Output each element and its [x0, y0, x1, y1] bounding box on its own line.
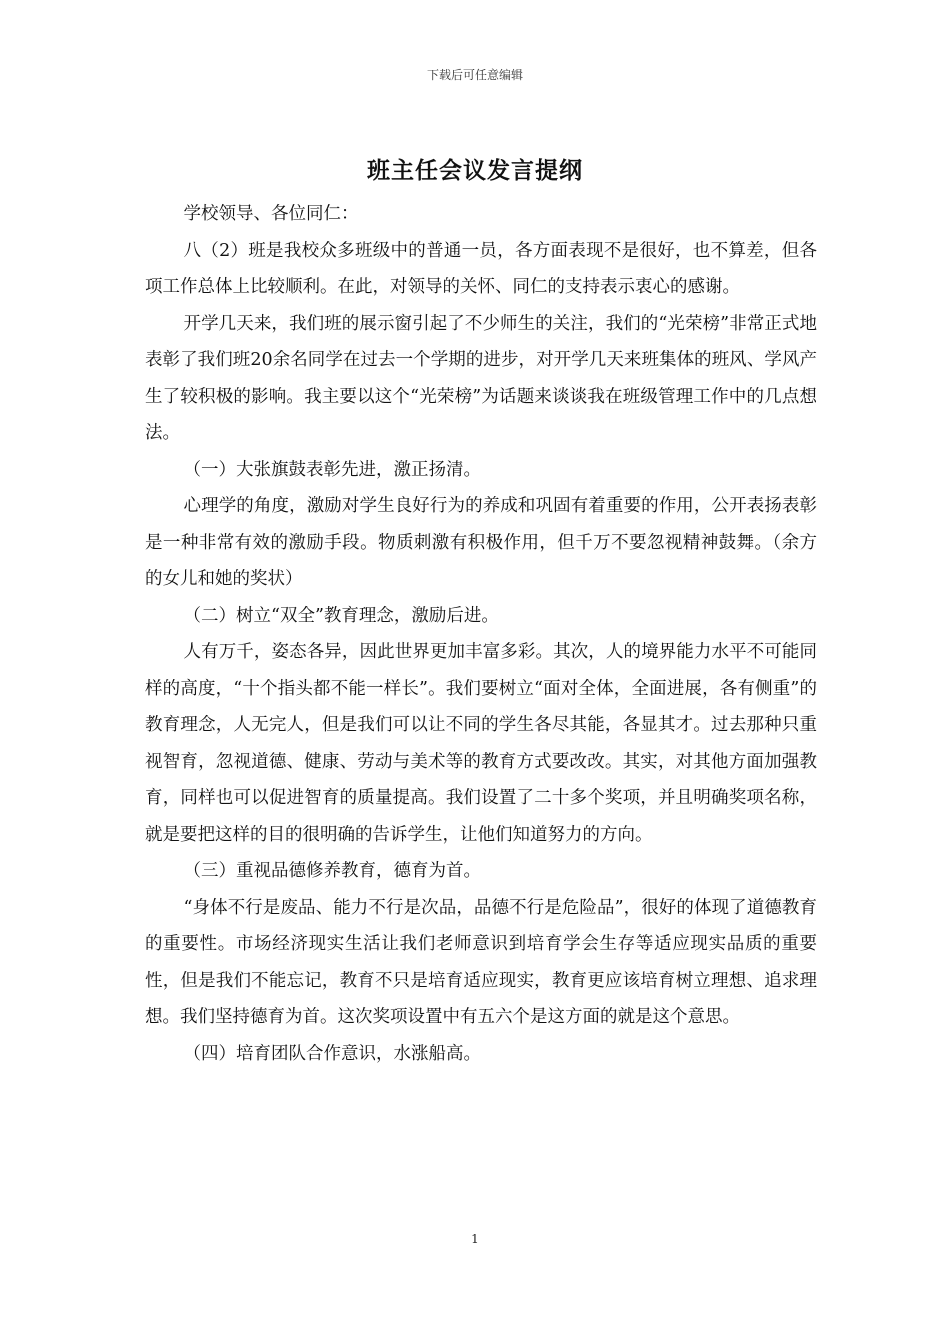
document-title: 班主任会议发言提纲	[367, 157, 583, 184]
body-paragraph: 心理学的角度，激励对学生良好行为的养成和巩固有着重要的作用，公开表扬表彰是一种非常有效的激励手段。物质刺激有积极作用，但千万不要忽视精神鼓舞。（余方的女儿和她的奖状）	[145, 496, 817, 589]
section-heading: （四）培育团队合作意识，水涨船高。	[183, 1043, 481, 1064]
page-number: 1	[471, 1232, 479, 1246]
document-body	[145, 196, 817, 1072]
body-paragraph: 开学几天来，我们班的展示窗引起了不少师生的关注，我们的“光荣榜”非常正式地表彰了我们班20余名同学在过去一个学期的进步，对开学几天来班集体的班风、学风产生了较积极的影响。我主要以这个“光荣榜”为话题来谈谈我在班级管理工作中的几点想法。	[145, 313, 817, 443]
body-paragraph: “身体不行是废品、能力不行是次品，品德不行是危险品”，很好的体现了道德教育的重要性。市场经济现实生活让我们老师意识到培育学会生存等适应现实品质的重要性，但是我们不能忘记，教育不只是培育适应现实，教育更应该培育树立理想、追求理想。我们坚持德育为首。这次奖项设置中有五六个是这方面的就是这个意思。	[145, 897, 817, 1027]
body-paragraph: 八（2）班是我校众多班级中的普通一员，各方面表现不是很好，也不算差，但各项工作总体上比较顺利。在此，对领导的关怀、同仁的支持表示衷心的感谢。	[145, 240, 817, 297]
body-paragraph: 人有万千，姿态各异，因此世界更加丰富多彩。其次，人的境界能力水平不可能同样的高度，“十个指头都不能一样长”。我们要树立“面对全体，全面进展，各有侧重”的教育理念，人无完人，但是我们可以让不同的学生各尽其能，各显其才。过去那种只重视智育，忽视道德、健康、劳动与美术等的教育方式要改改。其实，对其他方面加强教育，同样也可以促进智育的质量提高。我们设置了二十多个奖项，并且明确奖项名称，就是要把这样的目的很明确的告诉学生，让他们知道努力的方向。	[145, 642, 817, 845]
salutation: 学校领导、各位同仁：	[183, 204, 359, 224]
section-heading: （三）重视品德修养教育，德育为首。	[183, 861, 481, 881]
header-note: 下载后可任意编辑	[426, 68, 523, 82]
section-heading: （二）树立“双全”教育理念，激励后进。	[183, 605, 499, 626]
section-heading: （一）大张旗鼓表彰先进，激正扬清。	[183, 459, 481, 480]
